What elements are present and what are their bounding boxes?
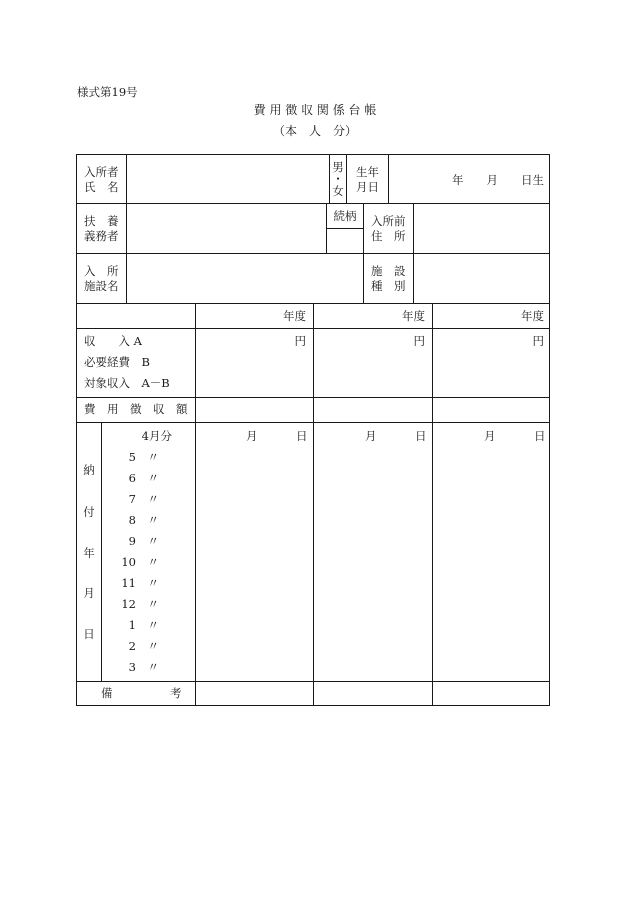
payment-month-8: 8 〃: [128, 513, 159, 527]
sex-label-dot: ・: [332, 172, 344, 186]
month-label-3: 月: [484, 429, 496, 443]
income-label: 収 入 A: [84, 334, 142, 348]
sex-label-female: 女: [332, 184, 344, 198]
target-income-label: 対象収入 A－B: [84, 376, 170, 390]
birth-date-template: 年 月 日生: [452, 173, 544, 187]
facility-name-label-line1: 入 所: [84, 264, 119, 278]
yen-unit-1: 円: [294, 334, 306, 348]
payment-char-4: 月: [83, 586, 95, 600]
month-label-2: 月: [365, 429, 377, 443]
expenses-label: 必要経費 B: [84, 355, 150, 369]
form-number: 様式第19号: [77, 85, 138, 99]
yen-unit-3: 円: [532, 334, 544, 348]
payment-char-2: 付: [83, 505, 95, 519]
month-label-1: 月: [246, 429, 258, 443]
facility-name-label-line2: 施設名: [84, 279, 119, 293]
birth-label-line2: 月日: [356, 180, 379, 194]
prev-address-label-line2: 住 所: [371, 229, 406, 243]
fiscal-year-2: 年度: [402, 309, 425, 323]
prev-address-label-line1: 入所前: [371, 214, 406, 228]
fiscal-year-1: 年度: [283, 309, 306, 323]
payment-month-10: 10 〃: [121, 555, 159, 569]
page-subtitle: （本 人 分）: [272, 124, 357, 138]
payment-char-3: 年: [83, 546, 95, 560]
facility-type-label-line2: 種 別: [371, 279, 406, 293]
payment-month-12: 12 〃: [121, 597, 159, 611]
resident-label-line2: 氏 名: [84, 180, 119, 194]
facility-type-label-line1: 施 設: [371, 264, 406, 278]
payment-month-11: 11 〃: [121, 576, 159, 590]
payment-month-5: 5 〃: [128, 450, 159, 464]
payment-char-5: 日: [83, 627, 95, 641]
yen-unit-2: 円: [413, 334, 425, 348]
payment-month-2: 2 〃: [128, 639, 159, 653]
day-label-2: 日: [415, 429, 427, 443]
sex-label-male: 男: [332, 160, 344, 174]
resident-label-line1: 入所者: [84, 165, 119, 179]
payment-month-1: 1 〃: [128, 618, 159, 632]
payment-month-6: 6 〃: [128, 471, 159, 485]
relationship-label: 続柄: [333, 209, 357, 223]
supporter-label-line2: 義務者: [84, 229, 119, 243]
supporter-label-line1: 扶 養: [84, 214, 119, 228]
fiscal-year-3: 年度: [521, 309, 544, 323]
day-label-3: 日: [534, 429, 546, 443]
payment-month-9: 9 〃: [128, 534, 159, 548]
payment-char-1: 納: [83, 463, 95, 477]
payment-month-3: 3 〃: [128, 660, 159, 674]
payment-month-4: 4月分: [141, 429, 172, 443]
payment-month-7: 7 〃: [128, 492, 159, 506]
day-label-1: 日: [296, 429, 308, 443]
page-title: 費 用 徴 収 関 係 台 帳: [253, 103, 377, 117]
birth-label-line1: 生年: [356, 165, 379, 179]
remarks-label: 備 考: [101, 686, 182, 700]
fee-amount-label: 費 用 徴 収 額: [84, 402, 188, 416]
